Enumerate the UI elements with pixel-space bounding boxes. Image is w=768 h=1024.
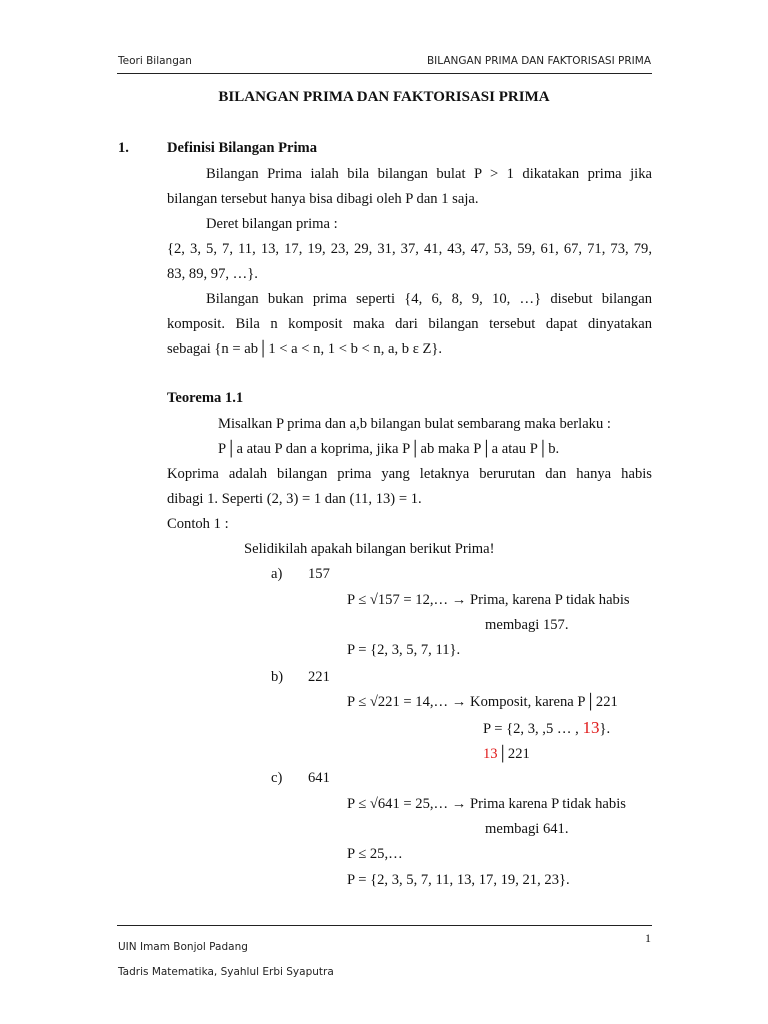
example-c-value: 641 — [308, 770, 330, 786]
example-a-line-3: P = {2, 3, 5, 7, 11}. — [347, 642, 461, 658]
example-a-value: 157 — [308, 566, 330, 582]
teorema-heading: Teorema 1.1 — [167, 390, 244, 406]
example-a-label: a) — [271, 566, 283, 582]
example-a-line-2: membagi 157. — [485, 617, 569, 633]
example-b-divisor-suffix: │221 — [497, 746, 530, 762]
koprima-line-2: dibagi 1. Seperti (2, 3) = 1 dan (11, 13) = 1. — [167, 491, 422, 507]
contoh-label: Contoh 1 : — [167, 516, 229, 532]
komposit-text-1: Bilangan bukan prima seperti {4, 6, 8, 9, 10, …} disebut bilangan — [206, 291, 652, 307]
page-title: BILANGAN PRIMA DAN FAKTORISASI PRIMA — [218, 89, 550, 105]
example-b-line-3 — [483, 746, 530, 763]
example-b-divisor-highlight: 13 — [483, 746, 498, 762]
example-c-line-2: membagi 641. — [485, 821, 569, 837]
header-right: BILANGAN PRIMA DAN FAKTORISASI PRIMA — [426, 55, 651, 67]
example-a-line-1: P ≤ √157 = 12,… → Prima, karena P tidak habis — [347, 592, 630, 608]
deret-line-2: 83, 89, 97, …}. — [167, 266, 258, 282]
deret-line-1 — [167, 241, 652, 258]
example-b-value: 221 — [308, 669, 330, 685]
header-left: Teori Bilangan — [118, 55, 192, 67]
komposit-line-2 — [167, 316, 652, 333]
deret-text: {2, 3, 5, 7, 11, 13, 17, 19, 23, 29, 31, 37, 41, 43, 47, 53, 59, 61, 67, 71, 73, 79, — [167, 241, 652, 257]
example-c-label: c) — [271, 770, 283, 786]
example-b-label: b) — [271, 669, 284, 685]
selidiki-text: Selidikilah apakah bilangan berikut Prima! — [244, 541, 495, 557]
definition-text: Bilangan Prima ialah bila bilangan bulat P > 1 dikatakan prima jika — [206, 166, 652, 182]
example-b-set-highlight: 13 — [582, 718, 600, 737]
footer-author: Tadris Matematika, Syahlul Erbi Syaputra — [118, 966, 334, 978]
komposit-line-3: sebagai {n = ab│1 < a < n, 1 < b < n, a, b ε Z}. — [167, 341, 443, 357]
footer-rule — [117, 925, 652, 926]
footer-institution: UIN Imam Bonjol Padang — [118, 941, 248, 953]
example-b-line-2 — [483, 718, 610, 738]
section-heading: Definisi Bilangan Prima — [167, 140, 317, 156]
komposit-text-2: komposit. Bila n komposit maka dari bilangan tersebut dapat dinyatakan — [167, 316, 652, 332]
koprima-line-1 — [167, 466, 652, 483]
definition-line-1 — [206, 166, 652, 183]
page-number: 1 — [645, 931, 651, 945]
example-c-line-4: P = {2, 3, 5, 7, 11, 13, 17, 19, 21, 23}. — [347, 872, 570, 888]
example-c-line-1: P ≤ √641 = 25,… → Prima karena P tidak habis — [347, 796, 626, 812]
example-c-line-3: P ≤ 25,… — [347, 846, 403, 862]
komposit-line-1 — [206, 291, 652, 308]
definition-line-2: bilangan tersebut hanya bisa dibagi oleh P dan 1 saja. — [167, 191, 479, 207]
teorema-line-1: Misalkan P prima dan a,b bilangan bulat sembarang maka berlaku : — [218, 416, 611, 432]
deret-label: Deret bilangan prima : — [206, 216, 338, 232]
teorema-line-2: P│a atau P dan a koprima, jika P│ab maka P│a atau P│b. — [218, 441, 560, 457]
header-rule — [117, 73, 652, 74]
example-b-line-1: P ≤ √221 = 14,… → Komposit, karena P│221 — [347, 694, 618, 710]
example-b-set-prefix: P = {2, 3, ,5 … , — [483, 721, 583, 737]
section-number: 1. — [118, 140, 129, 156]
example-b-set-suffix: }. — [599, 721, 611, 737]
koprima-text: Koprima adalah bilangan prima yang letaknya berurutan dan hanya habis — [167, 466, 652, 482]
